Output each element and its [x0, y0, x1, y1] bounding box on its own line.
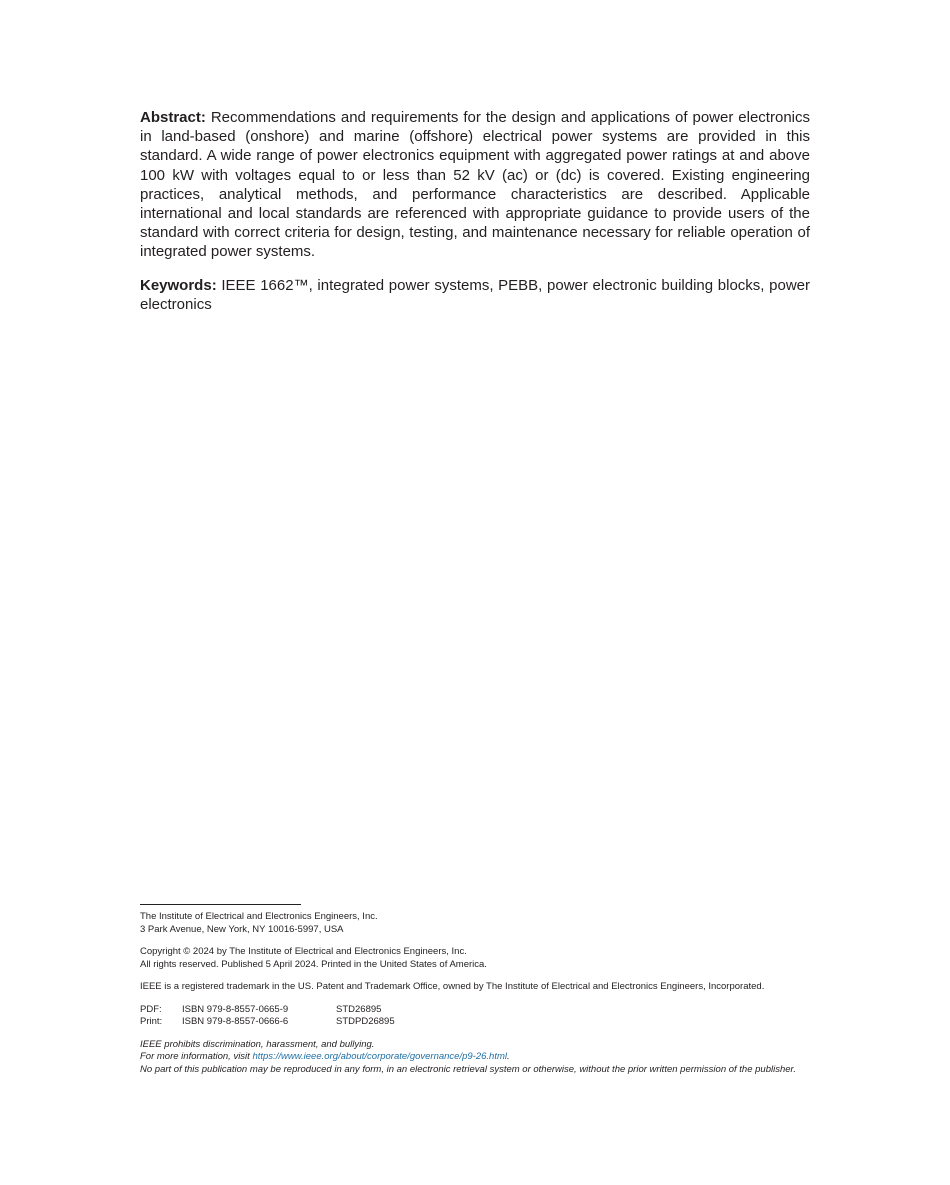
abstract-text: Recommendations and requirements for the design and applications of power electronics in land-based (onshore) and marine (offshore) electrical power systems are provided in this standard. A wide range of power electronics equipment with aggregated power ratings at and above 100 kW with voltages equal to or less than 52 kV (ac) or (dc) is covered. Existing engineering practices, analytical methods, and performance characteristics are described. Applicable international and local standards are referenced with appropriate guidance to provide users of the standard with correct criteria for design, testing, and maintenance necessary for reliable operation of integrated power systems. [140, 109, 810, 261]
abstract-paragraph [140, 108, 810, 262]
isbn-block [140, 1004, 810, 1029]
publisher-block [140, 911, 810, 936]
trademark-block [140, 981, 810, 994]
footnote-divider [140, 904, 301, 905]
info-prefix: For more information, visit [140, 1051, 253, 1062]
trademark-notice: IEEE is a registered trademark in the US. Patent and Trademark Office, owned by The Institute of Electrical and Electronics Engineers, Incorporated. [140, 981, 765, 992]
governance-link[interactable]: https://www.ieee.org/about/corporate/governance/p9-26.html [252, 1051, 507, 1062]
publication-info [140, 911, 810, 1076]
isbn-format: Print: [140, 1016, 163, 1027]
isbn-number: ISBN 979-8-8557-0666-6 [182, 1016, 289, 1027]
isbn-number: ISBN 979-8-8557-0665-9 [182, 1003, 289, 1015]
page [140, 0, 810, 1185]
rights-line: All rights reserved. Published 5 April 2024. Printed in the United States of America. [140, 958, 487, 970]
publisher-name: The Institute of Electrical and Electronics Engineers, Inc. [140, 911, 378, 922]
isbn-code: STDPD26895 [336, 1016, 395, 1027]
isbn-row-pdf [140, 1004, 810, 1017]
info-suffix: . [507, 1051, 510, 1062]
info-line [140, 1051, 810, 1064]
isbn-code: STD26895 [336, 1003, 382, 1015]
policy-block [140, 1039, 810, 1077]
isbn-row-print [140, 1016, 810, 1029]
publisher-address: 3 Park Avenue, New York, NY 10016-5997, USA [140, 923, 344, 935]
copyright-line: Copyright © 2024 by The Institute of Electrical and Electronics Engineers, Inc. [140, 946, 467, 957]
isbn-format: PDF: [140, 1003, 162, 1015]
abstract-label: Abstract: [140, 109, 206, 126]
keywords-label: Keywords: [140, 277, 217, 294]
policy-line: IEEE prohibits discrimination, harassment, and bullying. [140, 1038, 375, 1050]
keywords-paragraph [140, 276, 810, 314]
reproduction-notice: No part of this publication may be reproduced in any form, in an electronic retrieval system or otherwise, without the prior written permission of the publisher. [140, 1063, 796, 1075]
keywords-text: IEEE 1662™, integrated power systems, PEBB, power electronic building blocks, power electronics [140, 277, 810, 314]
copyright-block [140, 946, 810, 971]
